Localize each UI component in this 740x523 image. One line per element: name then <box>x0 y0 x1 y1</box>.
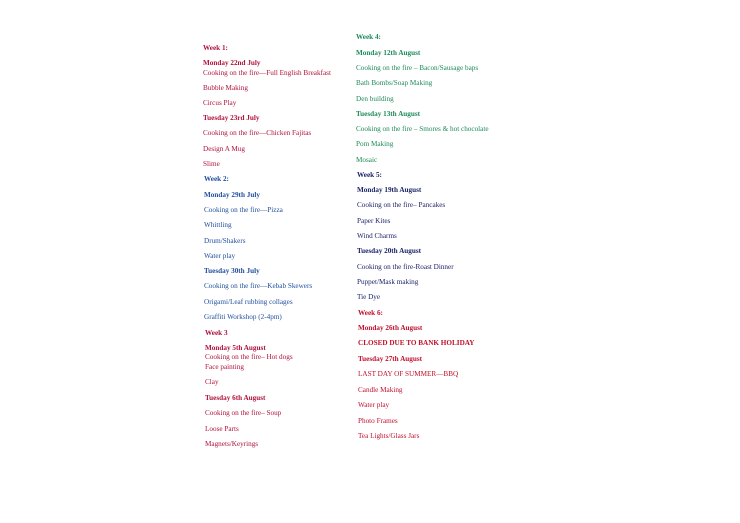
activity-item: Paper Kites <box>357 217 391 225</box>
activity-item: Candle Making <box>358 386 403 394</box>
activity-item: Cooking on the fire—Kebab Skewers <box>204 282 313 290</box>
activity-item: Origami/Leaf rubbing collages <box>204 298 293 306</box>
activity-item: Magnets/Keyrings <box>205 440 259 448</box>
week-heading: Week 1: <box>203 44 228 52</box>
activity-item: Circus Play <box>203 99 237 107</box>
day-heading: Monday 19th August <box>357 186 422 194</box>
activity-item: Whittling <box>204 221 232 229</box>
day-heading: Monday 26th August <box>358 324 423 332</box>
activity-item: Mosaic <box>356 156 378 164</box>
day-heading: Monday 29th July <box>204 191 260 199</box>
activity-item: Bath Bombs/Soap Making <box>356 79 433 87</box>
activity-item: Bubble Making <box>203 84 248 92</box>
activity-item: Wind Charms <box>357 232 397 240</box>
day-heading: Monday 22nd July <box>203 59 261 67</box>
week-heading: Week 3 <box>205 329 228 337</box>
week-heading: Week 4: <box>356 33 381 41</box>
activity-item: Cooking on the fire—Full English Breakfast <box>203 69 331 77</box>
activity-item: Photo Frames <box>358 417 398 425</box>
activity-item: Clay <box>205 378 219 386</box>
activity-item: Tea Lights/Glass Jars <box>358 432 420 440</box>
activity-item: Water play <box>358 401 390 409</box>
activity-item: Cooking on the fire – Smores & hot chocolate <box>356 125 489 133</box>
activity-item: Cooking on the fire– Hot dogs <box>205 353 293 361</box>
activity-item: Water play <box>204 252 236 260</box>
day-heading: Tuesday 6th August <box>205 394 266 402</box>
day-heading: Tuesday 20th August <box>357 247 422 255</box>
activity-item: Design A Mug <box>203 145 245 153</box>
activity-item: Graffiti Workshop (2-4pm) <box>204 313 282 321</box>
closed-notice: CLOSED DUE TO BANK HOLIDAY <box>358 339 475 347</box>
day-heading: Tuesday 23rd July <box>203 114 260 122</box>
day-heading: Monday 5th August <box>205 344 266 352</box>
activity-item: Slime <box>203 160 220 168</box>
activity-item: Pom Making <box>356 140 394 148</box>
day-heading: Tuesday 13th August <box>356 110 421 118</box>
activity-item: Face painting <box>205 363 244 371</box>
activity-item: Den building <box>356 95 394 103</box>
activity-item: Cooking on the fire– Pancakes <box>357 201 446 209</box>
activity-item: Cooking on the fire– Soup <box>205 409 282 417</box>
activity-item: Tie Dye <box>357 293 381 301</box>
activity-item: Loose Parts <box>205 425 239 433</box>
activity-item: Drum/Shakers <box>204 237 246 245</box>
activity-item: Puppet/Mask making <box>357 278 419 286</box>
day-heading: Monday 12th August <box>356 49 421 57</box>
day-heading: Tuesday 27th August <box>358 355 423 363</box>
activity-item: Cooking on the fire-Roast Dinner <box>357 263 454 271</box>
activity-item: LAST DAY OF SUMMER—BBQ <box>358 370 459 378</box>
week-heading: Week 5: <box>357 171 382 179</box>
week-heading: Week 2: <box>204 175 229 183</box>
day-heading: Tuesday 30th July <box>204 267 260 275</box>
activity-item: Cooking on the fire – Bacon/Sausage baps <box>356 64 479 72</box>
week-heading: Week 6: <box>358 309 383 317</box>
activity-item: Cooking on the fire—Pizza <box>204 206 283 214</box>
activity-item: Cooking on the fire—Chicken Fajitas <box>203 129 312 137</box>
